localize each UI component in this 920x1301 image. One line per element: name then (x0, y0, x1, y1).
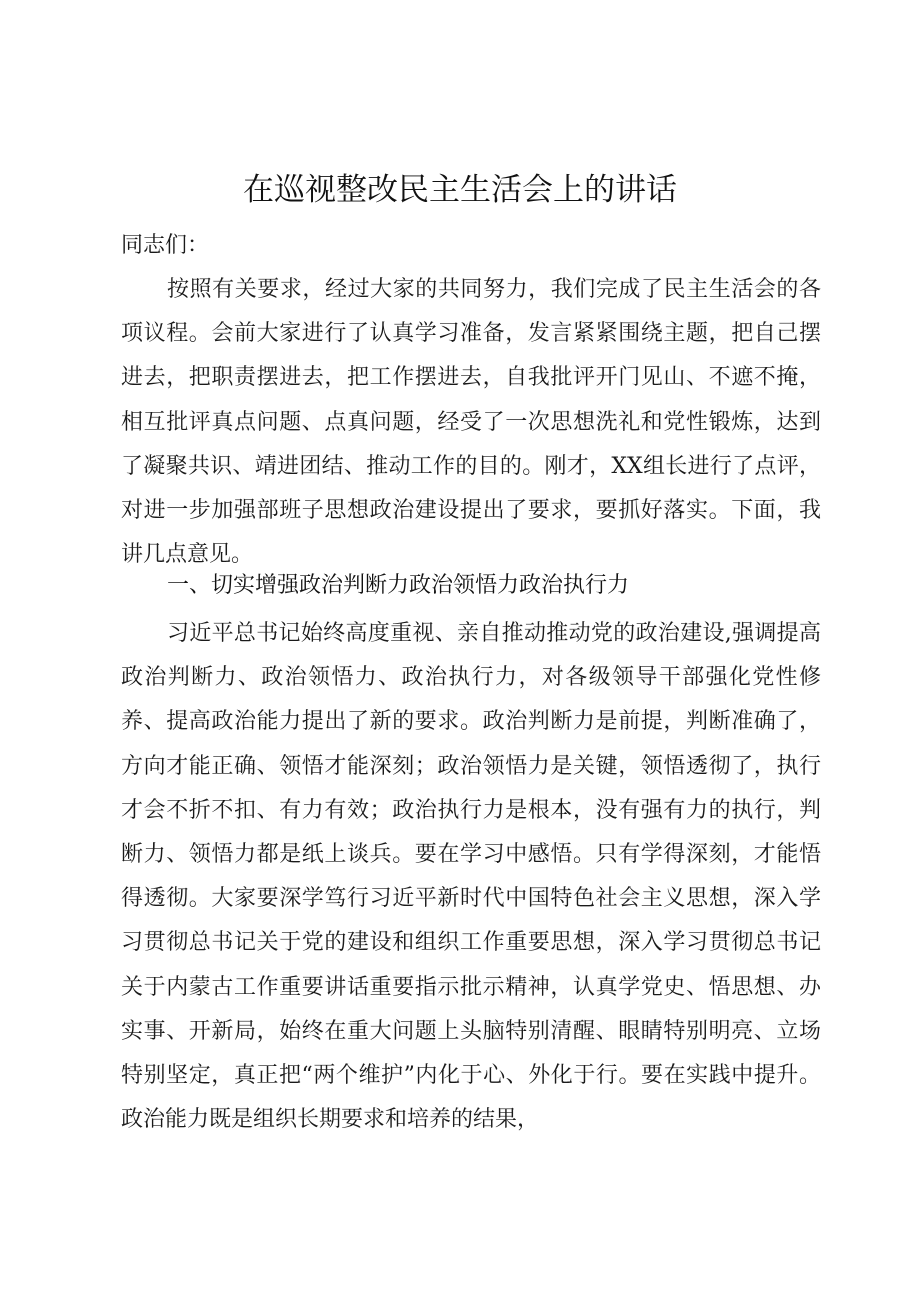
section-heading-1: 一、切实增强政治判断力政治领悟力政治执行力 (167, 573, 630, 598)
paragraph-intro: 按照有关要求，经过大家的共同努力，我们完成了民主生活会的各项议程。会前大家进行了认真学习准备，发言紧紧围绕主题，把自己摆进去，把职责摆进去，把工作摆进去，自我批评开门见山、不遮不掩，相互批评真点问题、点真问题，经受了一次思想洗礼和党性锻炼，达到了凝聚共识、靖进团结、推动工作的目的。刚才，XX组长进行了点评，对进一步加强部班子思想政治建设提出了要求，要抓好落实。下面，我讲几点意见。 (121, 277, 821, 568)
paragraph-section-1: 习近平总书记始终高度重视、亲自推动推动党的政治建设,强调提高政治判断力、政治领悟力、政治执行力，对各级领导干部强化党性修养、提高政治能力提出了新的要求。政治判断力是前提，判断准确了，方向才能正确、领悟才能深刻；政治领悟力是关键，领悟透彻了，执行才会不折不扣、有力有效；政治执行力是根本，没有强有力的执行，判断力、领悟力都是纸上谈兵。要在学习中感悟。只有学得深刻，才能悟得透彻。大家要深学笃行习近平新时代中国特色社会主义思想，深入学习贯彻总书记关于党的建设和组织工作重要思想，深入学习贯彻总书记关于内蒙古工作重要讲话重要指示批示精神，认真学党史、悟思想、办实事、开新局，始终在重大问题上头脑特别清醒、眼睛特别明亮、立场特别坚定，真正把“两个维护”内化于心、外化于行。要在实践中提升。政治能力既是组织长期要求和培养的结果， (121, 621, 821, 1133)
salutation: 同志们： (121, 233, 210, 258)
document-title: 在巡视整改民主生活会上的讲话 (243, 172, 677, 208)
